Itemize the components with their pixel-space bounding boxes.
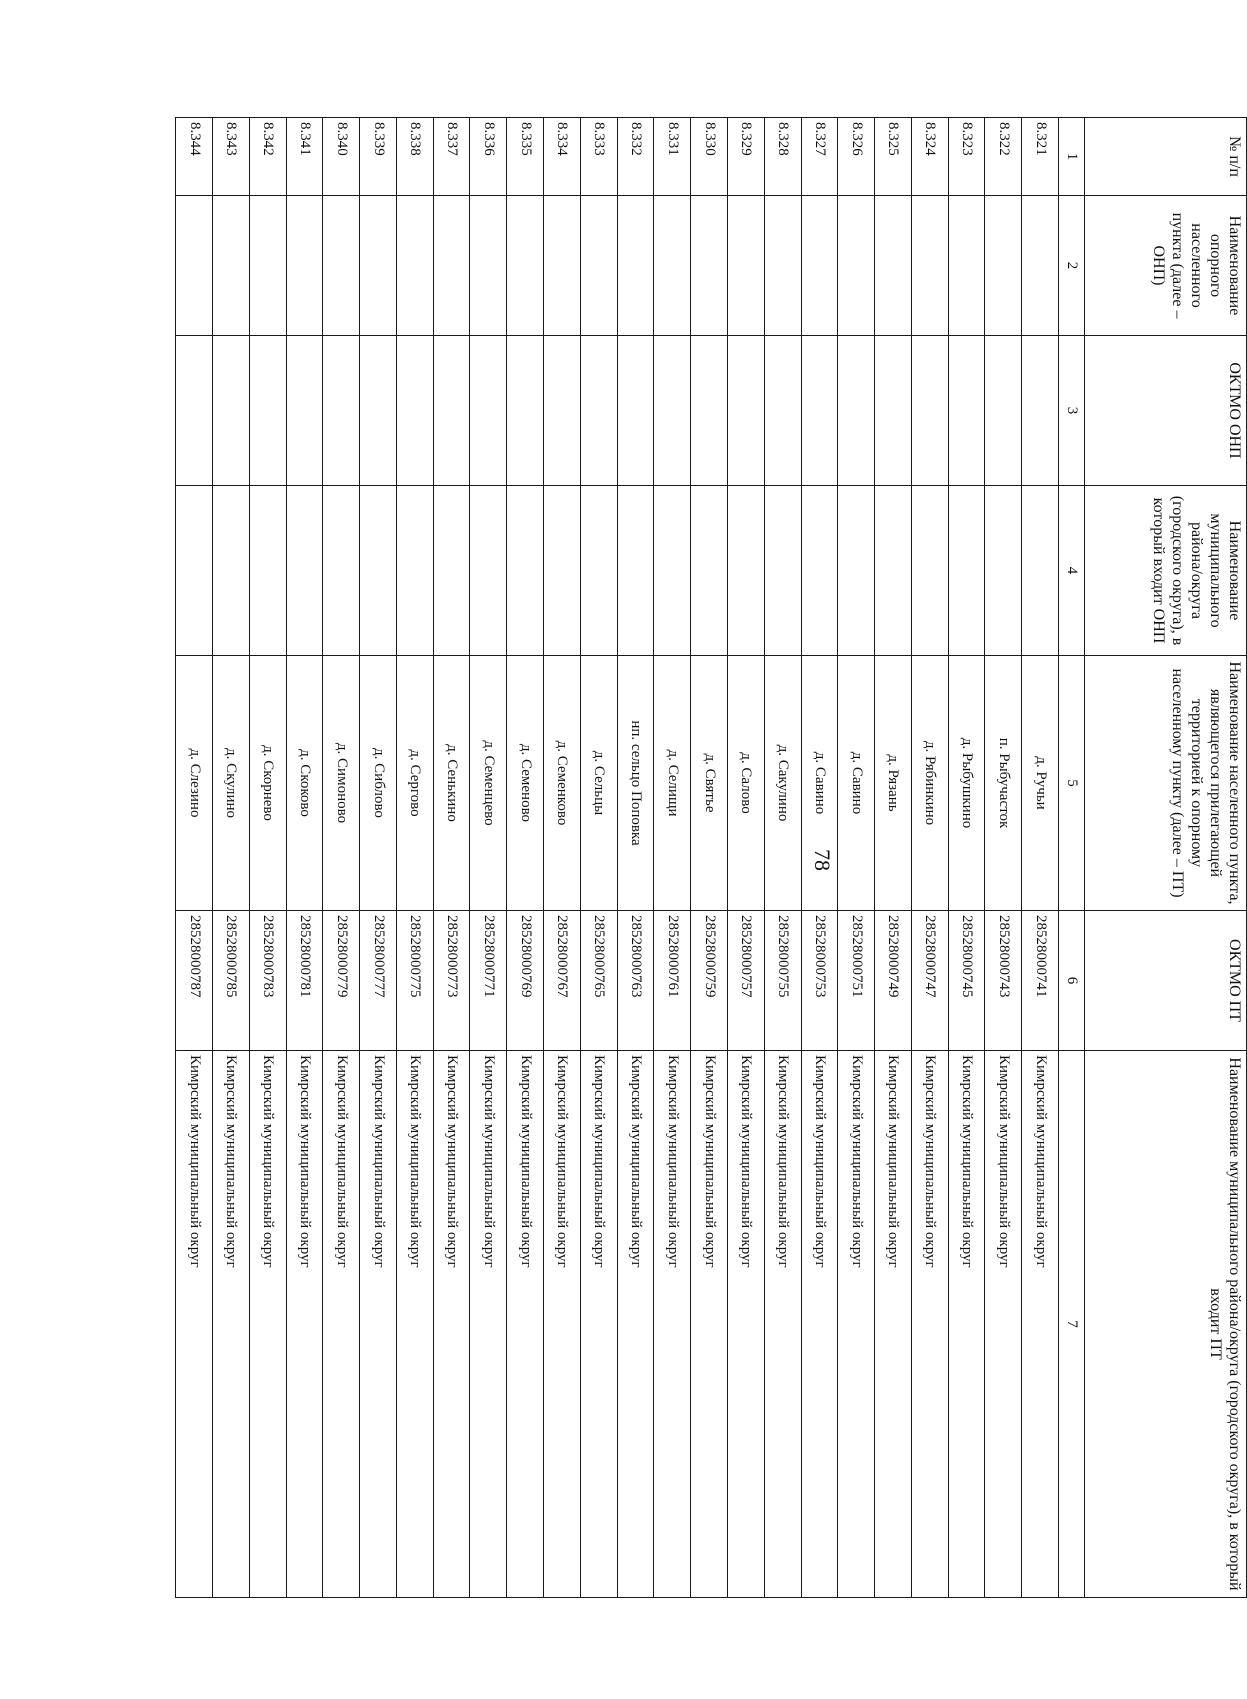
row-number-cell: 8.337 [433, 118, 470, 196]
row-number-cell: 8.341 [286, 118, 323, 196]
settlement-district-cell: Кимрский муниципальный округ [249, 1051, 286, 1598]
settlement-district-cell: Кимрский муниципальный округ [544, 1051, 581, 1598]
onp-oktmo-cell [911, 336, 948, 486]
onp-oktmo-cell [286, 336, 323, 486]
table-row [727, 118, 764, 1598]
settlement-oktmo-cell: 28528000781 [286, 911, 323, 1051]
table-row [801, 118, 838, 1598]
column-number: 7 [1059, 1051, 1085, 1598]
table-row [1022, 118, 1059, 1598]
column-number: 6 [1059, 911, 1085, 1051]
row-number-cell: 8.333 [580, 118, 617, 196]
onp-oktmo-cell [396, 336, 433, 486]
settlement-oktmo-cell: 28528000757 [727, 911, 764, 1051]
settlement-district-cell: Кимрский муниципальный округ [470, 1051, 507, 1598]
settlement-district-cell: Кимрский муниципальный округ [176, 1051, 213, 1598]
header-pt-oktmo: ОКТМО ПТ [1085, 911, 1247, 1051]
onp-district-cell [948, 486, 985, 656]
settlement-name-cell: д. Семенково [544, 656, 581, 911]
row-number-cell: 8.335 [507, 118, 544, 196]
header-pt-name: Наименование населенного пункта, являющегося прилегающей территорией к опорному населенному пункту (далее – ПТ) [1085, 656, 1247, 911]
onp-name-cell [875, 196, 912, 336]
settlement-name-cell: д. Симоново [323, 656, 360, 911]
onp-name-cell [507, 196, 544, 336]
settlement-name-cell: д. Сиблово [360, 656, 397, 911]
settlement-district-cell: Кимрский муниципальный округ [985, 1051, 1022, 1598]
settlement-oktmo-cell: 28528000753 [801, 911, 838, 1051]
row-number-cell: 8.332 [617, 118, 654, 196]
onp-name-cell [654, 196, 691, 336]
onp-district-cell [213, 486, 250, 656]
settlement-name-cell: д. Рябинкино [911, 656, 948, 911]
onp-oktmo-cell [1022, 336, 1059, 486]
onp-district-cell [470, 486, 507, 656]
onp-oktmo-cell [507, 336, 544, 486]
settlement-name-cell: д. Сельцы [580, 656, 617, 911]
settlement-district-cell: Кимрский муниципальный округ [838, 1051, 875, 1598]
settlement-name-cell: д. Сергово [396, 656, 433, 911]
table-row [323, 118, 360, 1598]
table-row [470, 118, 507, 1598]
onp-district-cell [764, 486, 801, 656]
settlement-name-cell: д. Святье [691, 656, 728, 911]
settlement-district-cell: Кимрский муниципальный округ [727, 1051, 764, 1598]
onp-oktmo-cell [985, 336, 1022, 486]
table-row [286, 118, 323, 1598]
table-row [544, 118, 581, 1598]
onp-district-cell [727, 486, 764, 656]
table-row [691, 118, 728, 1598]
table-header-row [1085, 118, 1247, 1598]
row-number-cell: 8.342 [249, 118, 286, 196]
column-number: 5 [1059, 656, 1085, 911]
settlement-name-cell: д. Сенькино [433, 656, 470, 911]
table-row [838, 118, 875, 1598]
settlement-oktmo-cell: 28528000747 [911, 911, 948, 1051]
onp-name-cell [764, 196, 801, 336]
onp-name-cell [801, 196, 838, 336]
onp-district-cell [544, 486, 581, 656]
settlement-district-cell: Кимрский муниципальный округ [911, 1051, 948, 1598]
onp-oktmo-cell [249, 336, 286, 486]
table-row [654, 118, 691, 1598]
row-number-cell: 8.325 [875, 118, 912, 196]
settlement-name-cell: д. Семеново [507, 656, 544, 911]
settlement-name-cell: д. Скулино [213, 656, 250, 911]
onp-district-cell [249, 486, 286, 656]
table-body [176, 118, 1059, 1598]
onp-district-cell [286, 486, 323, 656]
settlement-name-cell: д. Семенцево [470, 656, 507, 911]
onp-oktmo-cell [433, 336, 470, 486]
column-number: 1 [1059, 118, 1085, 196]
onp-name-cell [176, 196, 213, 336]
page-number: 78 [810, 849, 835, 871]
onp-name-cell [396, 196, 433, 336]
settlement-name-cell: д. Ручьи [1022, 656, 1059, 911]
onp-name-cell [213, 196, 250, 336]
settlement-name-cell: д. Сакулино [764, 656, 801, 911]
table-row [617, 118, 654, 1598]
settlement-oktmo-cell: 28528000749 [875, 911, 912, 1051]
settlement-district-cell: Кимрский муниципальный округ [286, 1051, 323, 1598]
table-wrapper [175, 117, 1247, 1597]
column-numbers-row [1059, 118, 1085, 1598]
onp-district-cell [507, 486, 544, 656]
onp-district-cell [838, 486, 875, 656]
onp-name-cell [580, 196, 617, 336]
column-number: 3 [1059, 336, 1085, 486]
settlement-oktmo-cell: 28528000779 [323, 911, 360, 1051]
settlement-district-cell: Кимрский муниципальный округ [764, 1051, 801, 1598]
row-number-cell: 8.322 [985, 118, 1022, 196]
row-number-cell: 8.344 [176, 118, 213, 196]
onp-name-cell [360, 196, 397, 336]
onp-oktmo-cell [544, 336, 581, 486]
settlement-oktmo-cell: 28528000787 [176, 911, 213, 1051]
settlement-name-cell: д. Савино [801, 656, 838, 911]
onp-district-cell [323, 486, 360, 656]
onp-district-cell [617, 486, 654, 656]
settlement-oktmo-cell: 28528000745 [948, 911, 985, 1051]
onp-name-cell [323, 196, 360, 336]
settlement-oktmo-cell: 28528000755 [764, 911, 801, 1051]
onp-oktmo-cell [691, 336, 728, 486]
row-number-cell: 8.329 [727, 118, 764, 196]
settlement-name-cell: д. Селищи [654, 656, 691, 911]
settlements-table [175, 117, 1247, 1598]
table-row [985, 118, 1022, 1598]
onp-oktmo-cell [727, 336, 764, 486]
settlement-district-cell: Кимрский муниципальный округ [1022, 1051, 1059, 1598]
onp-name-cell [1022, 196, 1059, 336]
onp-name-cell [985, 196, 1022, 336]
settlement-name-cell: д. Савино [838, 656, 875, 911]
settlement-district-cell: Кимрский муниципальный округ [396, 1051, 433, 1598]
onp-name-cell [727, 196, 764, 336]
settlement-name-cell: нп. сельцо Поповка [617, 656, 654, 911]
settlement-oktmo-cell: 28528000783 [249, 911, 286, 1051]
settlement-district-cell: Кимрский муниципальный округ [507, 1051, 544, 1598]
settlement-oktmo-cell: 28528000765 [580, 911, 617, 1051]
onp-oktmo-cell [580, 336, 617, 486]
onp-oktmo-cell [176, 336, 213, 486]
onp-name-cell [948, 196, 985, 336]
rotated-table-frame [175, 117, 1247, 1597]
table-row [911, 118, 948, 1598]
onp-district-cell [654, 486, 691, 656]
row-number-cell: 8.343 [213, 118, 250, 196]
table-row [948, 118, 985, 1598]
row-number-cell: 8.321 [1022, 118, 1059, 196]
settlement-district-cell: Кимрский муниципальный округ [360, 1051, 397, 1598]
settlement-oktmo-cell: 28528000751 [838, 911, 875, 1051]
settlement-oktmo-cell: 28528000785 [213, 911, 250, 1051]
onp-oktmo-cell [360, 336, 397, 486]
header-number: № п/п [1085, 118, 1247, 196]
settlement-name-cell: д. Скоково [286, 656, 323, 911]
onp-oktmo-cell [838, 336, 875, 486]
settlement-name-cell: д. Рыбушкино [948, 656, 985, 911]
settlement-district-cell: Кимрский муниципальный округ [617, 1051, 654, 1598]
onp-oktmo-cell [213, 336, 250, 486]
settlement-name-cell: д. Скорнево [249, 656, 286, 911]
header-pt-district: Наименование муниципального района/округа (городского округа), в который входит ПТ [1085, 1051, 1247, 1598]
row-number-cell: 8.327 [801, 118, 838, 196]
settlement-district-cell: Кимрский муниципальный округ [213, 1051, 250, 1598]
settlement-oktmo-cell: 28528000775 [396, 911, 433, 1051]
onp-oktmo-cell [470, 336, 507, 486]
onp-name-cell [286, 196, 323, 336]
onp-oktmo-cell [323, 336, 360, 486]
settlement-oktmo-cell: 28528000741 [1022, 911, 1059, 1051]
onp-oktmo-cell [654, 336, 691, 486]
table-row [176, 118, 213, 1598]
settlement-name-cell: д. Салово [727, 656, 764, 911]
table-row [249, 118, 286, 1598]
header-onp-name: Наименование опорного населенного пункта (далее – ОНП) [1085, 196, 1247, 336]
settlement-oktmo-cell: 28528000767 [544, 911, 581, 1051]
settlement-oktmo-cell: 28528000759 [691, 911, 728, 1051]
settlement-oktmo-cell: 28528000763 [617, 911, 654, 1051]
onp-name-cell [617, 196, 654, 336]
table-row [433, 118, 470, 1598]
settlement-oktmo-cell: 28528000777 [360, 911, 397, 1051]
table-row [396, 118, 433, 1598]
header-onp-district: Наименование муниципального района/округа (городского округа), в который входит ОНП [1085, 486, 1247, 656]
onp-name-cell [911, 196, 948, 336]
table-row [764, 118, 801, 1598]
settlement-district-cell: Кимрский муниципальный округ [654, 1051, 691, 1598]
settlement-district-cell: Кимрский муниципальный округ [801, 1051, 838, 1598]
row-number-cell: 8.330 [691, 118, 728, 196]
table-row [875, 118, 912, 1598]
row-number-cell: 8.324 [911, 118, 948, 196]
settlement-oktmo-cell: 28528000773 [433, 911, 470, 1051]
settlement-district-cell: Кимрский муниципальный округ [875, 1051, 912, 1598]
onp-district-cell [691, 486, 728, 656]
onp-district-cell [1022, 486, 1059, 656]
row-number-cell: 8.336 [470, 118, 507, 196]
row-number-cell: 8.338 [396, 118, 433, 196]
settlement-district-cell: Кимрский муниципальный округ [948, 1051, 985, 1598]
onp-district-cell [875, 486, 912, 656]
onp-name-cell [838, 196, 875, 336]
row-number-cell: 8.323 [948, 118, 985, 196]
onp-name-cell [544, 196, 581, 336]
onp-oktmo-cell [875, 336, 912, 486]
onp-oktmo-cell [801, 336, 838, 486]
row-number-cell: 8.340 [323, 118, 360, 196]
table-row [507, 118, 544, 1598]
settlement-oktmo-cell: 28528000743 [985, 911, 1022, 1051]
onp-district-cell [911, 486, 948, 656]
onp-district-cell [580, 486, 617, 656]
table-row [580, 118, 617, 1598]
onp-oktmo-cell [948, 336, 985, 486]
row-number-cell: 8.339 [360, 118, 397, 196]
settlement-district-cell: Кимрский муниципальный округ [580, 1051, 617, 1598]
table-row [360, 118, 397, 1598]
settlement-oktmo-cell: 28528000761 [654, 911, 691, 1051]
onp-district-cell [801, 486, 838, 656]
onp-district-cell [985, 486, 1022, 656]
onp-name-cell [470, 196, 507, 336]
onp-district-cell [433, 486, 470, 656]
settlement-name-cell: п. Рыбучасток [985, 656, 1022, 911]
column-number: 4 [1059, 486, 1085, 656]
onp-name-cell [249, 196, 286, 336]
settlement-oktmo-cell: 28528000769 [507, 911, 544, 1051]
row-number-cell: 8.331 [654, 118, 691, 196]
row-number-cell: 8.334 [544, 118, 581, 196]
settlement-oktmo-cell: 28528000771 [470, 911, 507, 1051]
header-onp-oktmo: ОКТМО ОНП [1085, 336, 1247, 486]
settlement-district-cell: Кимрский муниципальный округ [323, 1051, 360, 1598]
onp-name-cell [433, 196, 470, 336]
onp-oktmo-cell [764, 336, 801, 486]
table-row [213, 118, 250, 1598]
onp-name-cell [691, 196, 728, 336]
settlement-district-cell: Кимрский муниципальный округ [691, 1051, 728, 1598]
onp-district-cell [360, 486, 397, 656]
row-number-cell: 8.326 [838, 118, 875, 196]
onp-district-cell [176, 486, 213, 656]
settlement-district-cell: Кимрский муниципальный округ [433, 1051, 470, 1598]
onp-oktmo-cell [617, 336, 654, 486]
settlement-name-cell: д. Слезино [176, 656, 213, 911]
onp-district-cell [396, 486, 433, 656]
settlement-name-cell: д. Рязань [875, 656, 912, 911]
column-number: 2 [1059, 196, 1085, 336]
row-number-cell: 8.328 [764, 118, 801, 196]
